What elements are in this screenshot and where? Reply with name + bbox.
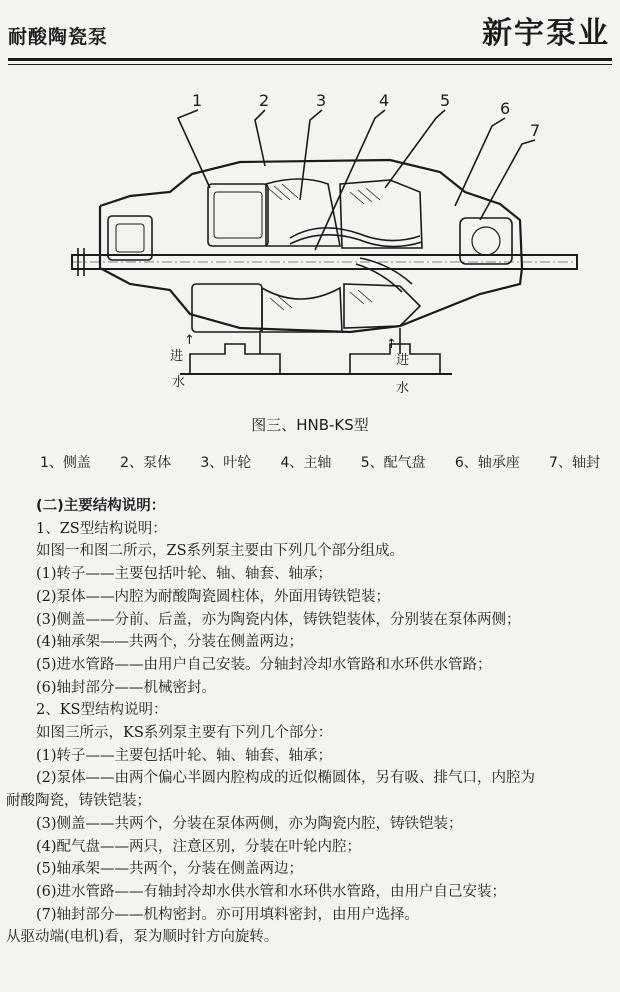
legend-item-impeller: 3、叶轮 (200, 455, 252, 471)
zs-item: (4)轴承架——共两个，分装在侧盖两边； (36, 634, 304, 651)
inlet-label-right-1: 进 (396, 353, 410, 368)
ks-item: (1)转子——主要包括叶轮、轴、轴套、轴承； (36, 747, 333, 764)
zs-item: (6)轴封部分——机械密封。 (36, 679, 217, 696)
ks-item: (5)轴承架——共两个，分装在侧盖两边； (36, 861, 304, 878)
callout-5: 5 (440, 91, 451, 110)
ks-title: 2、KS型结构说明： (36, 702, 168, 719)
legend-item-shaft-seal: 7、轴封 (549, 455, 600, 471)
ks-item: (7)轴封部分——机构密封。亦可用填料密封，由用户选择。 (36, 906, 420, 923)
section-heading: (二)主要结构说明： (36, 498, 166, 514)
zs-intro: 如图一和图二所示，ZS系列泵主要由下列几个部分组成。 (36, 543, 405, 560)
ks-item: (2)泵体——由两个偏心半圆内腔构成的近似椭圆体，另有吸、排气口，内腔为 (36, 770, 536, 787)
rotation-note: 从驱动端(电机)看，泵为顺时针方向旋转。 (6, 929, 279, 946)
structure-description (6, 495, 614, 949)
zs-title: 1、ZS型结构说明： (36, 520, 167, 537)
callout-4: 4 (379, 91, 390, 110)
inlet-label-left-1: 进 (170, 349, 184, 364)
zs-item: (5)进水管路——由用户自己安装。分轴封冷却水管路和水环供水管路； (36, 656, 492, 673)
header-rule-thick (8, 58, 612, 61)
page-header (0, 0, 620, 70)
category-title: 耐酸陶瓷泵 (8, 26, 109, 48)
inlet-arrow-right: ↑ (386, 337, 397, 352)
ks-item: (6)进水管路——有轴封冷却水供水管和水环供水管路，由用户自己安装； (36, 883, 507, 900)
ks-item: (3)侧盖——共两个，分装在泵体两侧，亦为陶瓷内腔，铸铁铠装； (36, 815, 463, 832)
inlet-label-right-2: 水 (396, 381, 410, 396)
legend-item-pump-body: 2、泵体 (120, 455, 172, 471)
legend-item-side-cover: 1、侧盖 (40, 455, 91, 471)
inlet-arrow-left: ↑ (184, 333, 195, 348)
inlet-label-left-2: 水 (172, 375, 186, 390)
callout-3: 3 (316, 91, 327, 110)
legend-item-gas-distribution-plate: 5、配气盘 (360, 455, 426, 471)
callout-7: 7 (530, 121, 541, 140)
figure-legend (40, 452, 600, 472)
brand-name: 新宇泵业 (482, 16, 610, 51)
callout-1: 1 (192, 91, 203, 110)
ks-item: (4)配气盘——两只，注意区别，分装在叶轮内腔； (36, 838, 362, 855)
legend-item-bearing-seat: 6、轴承座 (454, 455, 520, 471)
zs-item: (1)转子——主要包括叶轮、轴、轴套、轴承； (36, 566, 333, 583)
figure-caption: 图三、HNB-KS型 (251, 416, 369, 434)
ks-item-continuation: 耐酸陶瓷，铸铁铠装； (6, 793, 151, 810)
legend-item-main-shaft: 4、主轴 (280, 455, 332, 471)
zs-item: (2)泵体——内腔为耐酸陶瓷圆柱体，外面用铸铁铠装； (36, 588, 391, 605)
pump-cross-section-drawing (60, 88, 580, 408)
zs-item: (3)侧盖——分前、后盖，亦为陶瓷内体，铸铁铠装体，分别装在泵体两侧； (36, 611, 521, 628)
header-rule-thin (8, 64, 612, 65)
callout-2: 2 (259, 91, 270, 110)
ks-intro: 如图三所示，KS系列泵主要有下列几个部分： (36, 725, 333, 742)
callout-6: 6 (500, 99, 511, 118)
